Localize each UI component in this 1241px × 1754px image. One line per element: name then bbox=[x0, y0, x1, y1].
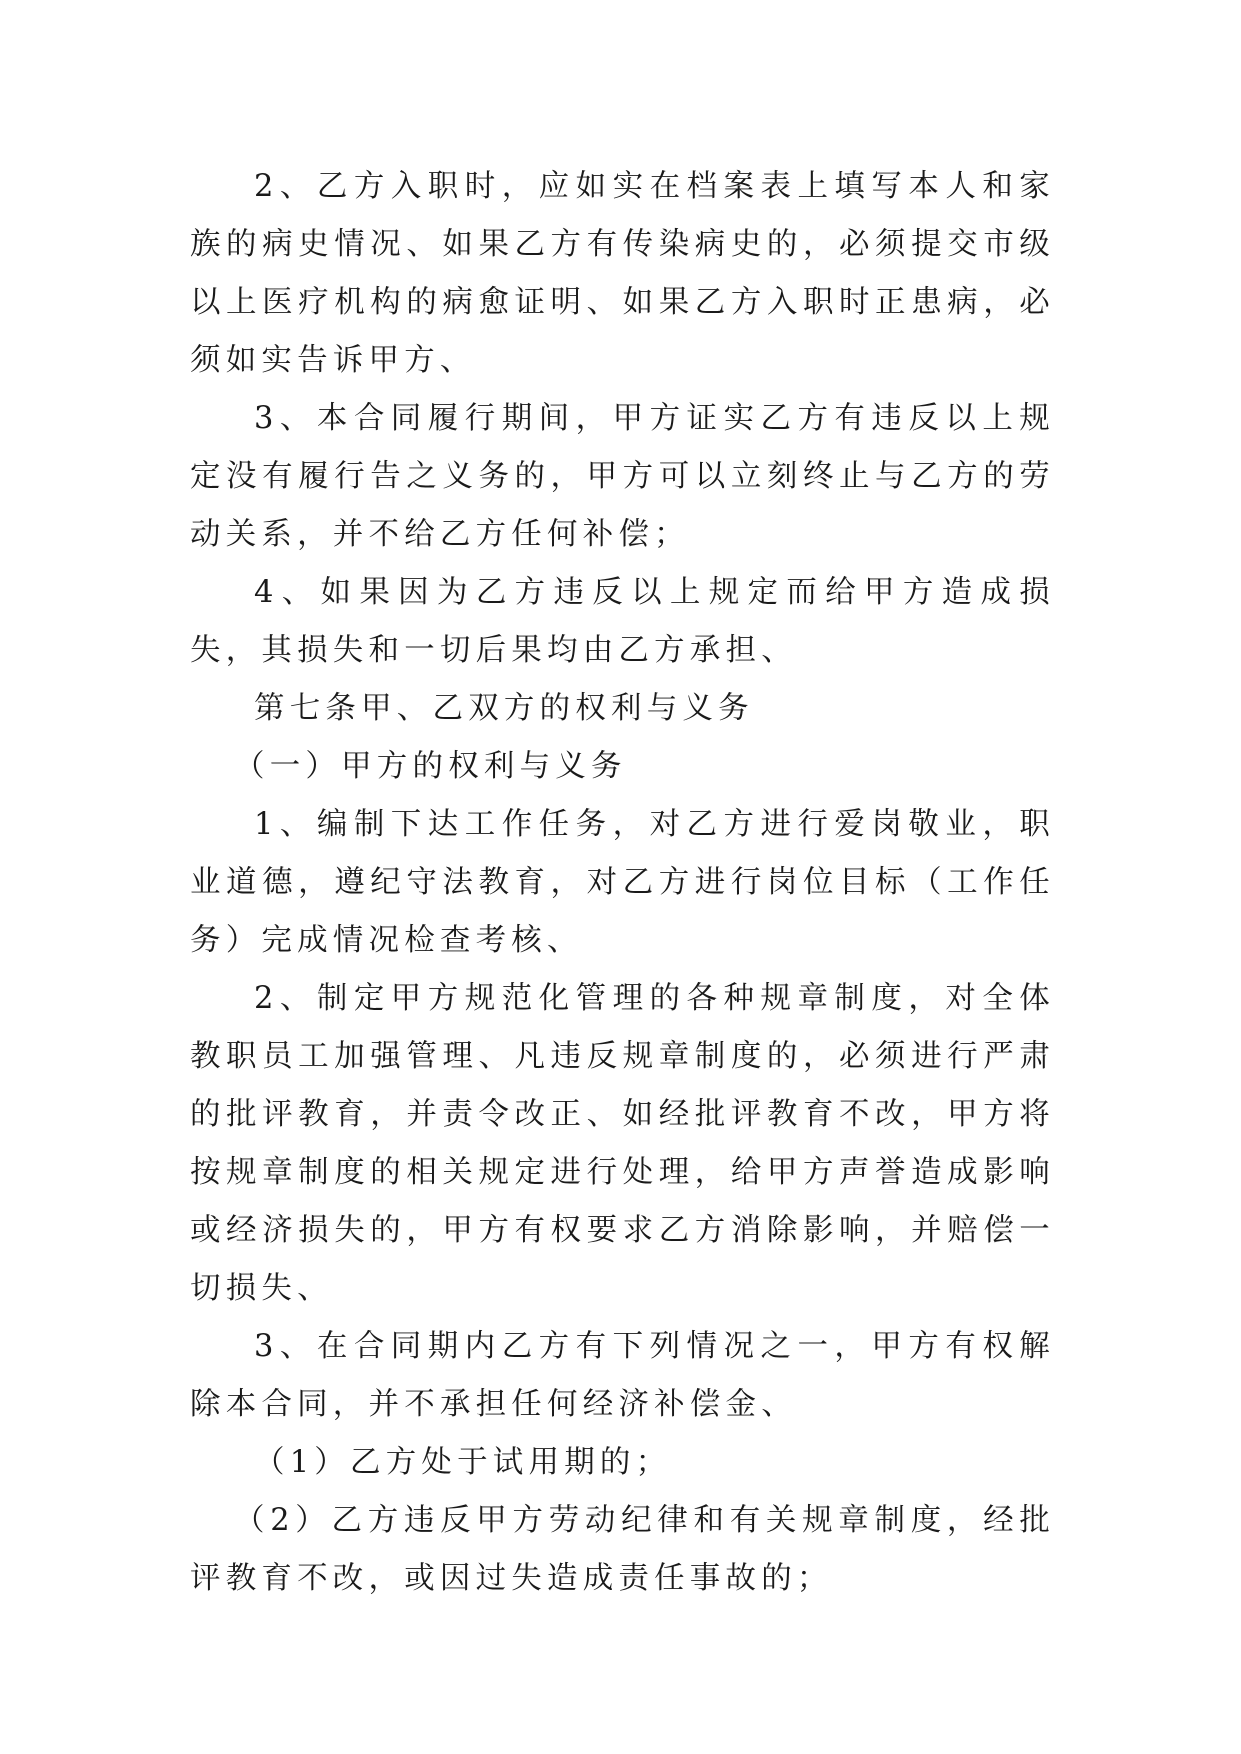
paragraph-party-a-item-3: 3、在合同期内乙方有下列情况之一，甲方有权解除本合同，并不承担任何经济补偿金、 bbox=[190, 1329, 1055, 1422]
paragraph-clause-4: 4、如果因为乙方违反以上规定而给甲方造成损失，其损失和一切后果均由乙方承担、 bbox=[190, 575, 1055, 668]
paragraph-clause-3: 3、本合同履行期间，甲方证实乙方有违反以上规定没有履行告之义务的，甲方可以立刻终止与乙方的劳动关系，并不给乙方任何补偿； bbox=[190, 401, 1055, 552]
subsection-heading-party-a: （一）甲方的权利与义务 bbox=[234, 749, 627, 784]
list-item-condition-1: （1）乙方处于试用期的； bbox=[254, 1445, 672, 1480]
document-body bbox=[190, 158, 1055, 1608]
paragraph-party-a-item-1: 1、编制下达工作任务，对乙方进行爱岗敬业，职业道德，遵纪守法教育，对乙方进行岗位目标（工作任务）完成情况检查考核、 bbox=[190, 807, 1055, 958]
section-heading-article-7: 第七条甲、乙双方的权利与义务 bbox=[254, 691, 754, 726]
paragraph-clause-2: 2、乙方入职时，应如实在档案表上填写本人和家族的病史情况、如果乙方有传染病史的，必须提交市级以上医疗机构的病愈证明、如果乙方入职时正患病，必须如实告诉甲方、 bbox=[190, 169, 1055, 378]
list-item-condition-2: （2）乙方违反甲方劳动纪律和有关规章制度，经批评教育不改，或因过失造成责任事故的； bbox=[190, 1503, 1055, 1596]
paragraph-party-a-item-2: 2、制定甲方规范化管理的各种规章制度，对全体教职员工加强管理、凡违反规章制度的，必须进行严肃的批评教育，并责令改正、如经批评教育不改，甲方将按规章制度的相关规定进行处理，给甲方声誉造成影响或经济损失的，甲方有权要求乙方消除影响，并赔偿一切损失、 bbox=[190, 981, 1055, 1306]
